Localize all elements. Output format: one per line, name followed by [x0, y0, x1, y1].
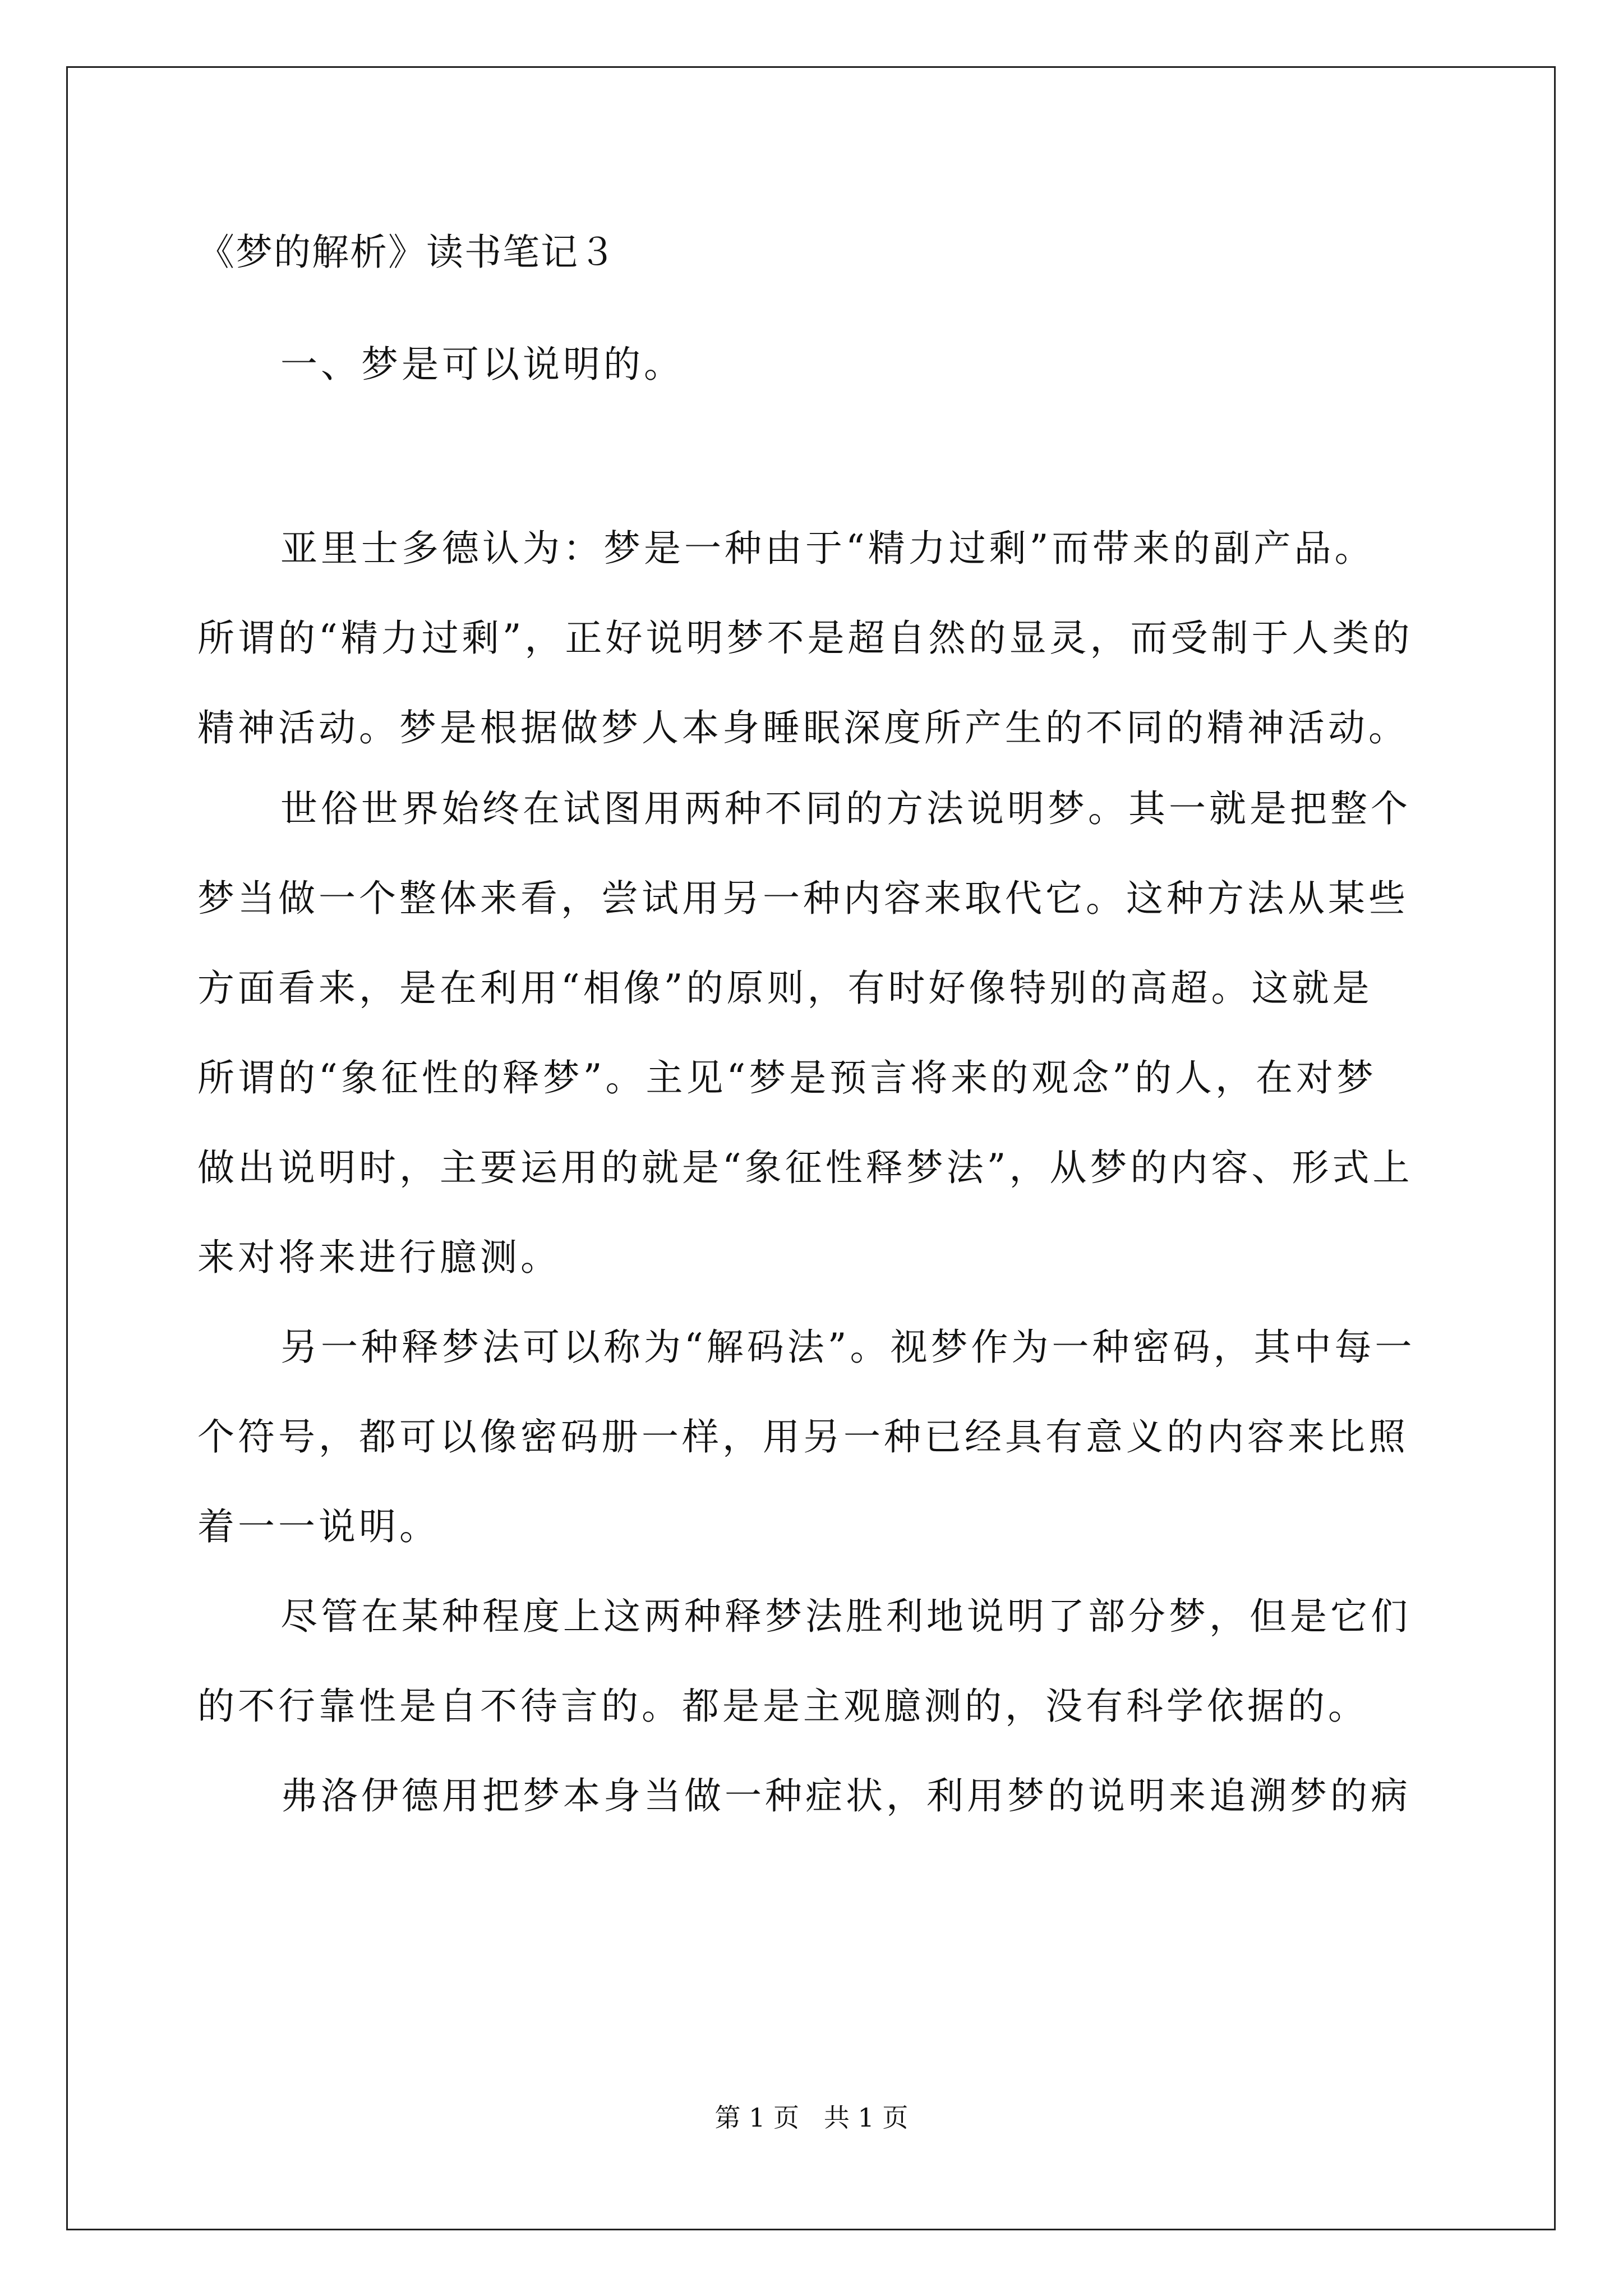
text-line: 弗洛伊德用把梦本身当做一种症状，利用梦的说明来追溯梦的病	[280, 1774, 1411, 1818]
text-line: 精神活动。梦是根据做梦人本身睡眠深度所产生的不同的精神活动。	[197, 706, 1409, 749]
page-footer: 第 1 页 共 1 页	[714, 2102, 909, 2133]
text-line: 尽管在某种程度上这两种释梦法胜利地说明了部分梦，但是它们	[280, 1595, 1411, 1638]
text-line: 做出说明时，主要运用的就是“象征性释梦法”，从梦的内容、形式上	[197, 1146, 1413, 1189]
text-line: 世俗世界始终在试图用两种不同的方法说明梦。其一就是把整个	[280, 787, 1411, 830]
text-line: 一、梦是可以说明的。	[280, 343, 684, 386]
text-line: 着一一说明。	[197, 1505, 440, 1548]
text-line: 来对将来进行臆测。	[197, 1236, 561, 1279]
text-line: 所谓的“象征性的释梦”。主见“梦是预言将来的观念”的人，在对梦	[197, 1056, 1377, 1099]
document-title: 《梦的解析》读书笔记３	[197, 231, 617, 274]
text-line: 另一种释梦法可以称为“解码法”。视梦作为一种密码，其中每一	[280, 1326, 1415, 1369]
text-line: 所谓的“精力过剩”，正好说明梦不是超自然的显灵，而受制于人类的	[197, 616, 1413, 660]
text-line: 的不行靠性是自不待言的。都是是主观臆测的，没有科学依据的。	[197, 1685, 1368, 1728]
text-line: 方面看来，是在利用“相像”的原则，有时好像特别的高超。这就是	[197, 967, 1373, 1010]
text-line: 梦当做一个整体来看，尝试用另一种内容来取代它。这种方法从某些	[197, 877, 1409, 920]
text-line: 个符号，都可以像密码册一样，用另一种已经具有意义的内容来比照	[197, 1415, 1409, 1458]
text-line: 亚里士多德认为：梦是一种由于“精力过剩”而带来的副产品。	[280, 527, 1375, 570]
